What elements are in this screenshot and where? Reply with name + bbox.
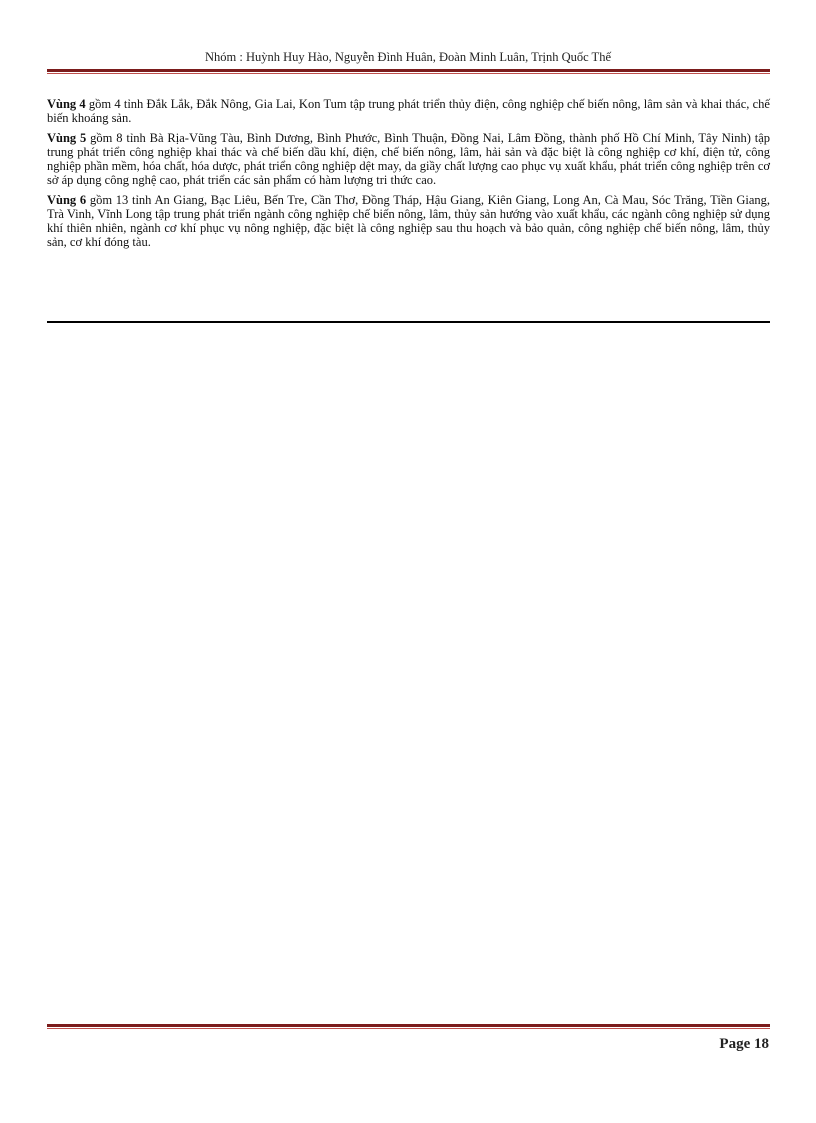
page-number: Page 18: [719, 1036, 769, 1052]
paragraph-lead: Vùng 4: [47, 97, 86, 111]
paragraph-lead: Vùng 5: [47, 131, 87, 145]
paragraph-lead: Vùng 6: [47, 193, 87, 207]
document-body: [47, 97, 770, 255]
paragraph-vung-6: [47, 193, 770, 249]
header-rule: [47, 69, 770, 75]
paragraph-vung-4: [47, 97, 770, 125]
footer-rule: [47, 1024, 770, 1030]
paragraph-text: gồm 4 tỉnh Đắk Lắk, Đắk Nông, Gia Lai, Kon Tum tập trung phát triển thủy điện, công nghiệp chế biến nông, lâm sản và khai thác, chế biến khoáng sản.: [47, 97, 770, 125]
paragraph-vung-5: [47, 131, 770, 187]
section-separator: [47, 321, 770, 323]
paragraph-text: gồm 13 tỉnh An Giang, Bạc Liêu, Bến Tre, Cần Thơ, Đồng Tháp, Hậu Giang, Kiên Giang, Long An, Cà Mau, Sóc Trăng, Tiền Giang, Trà Vinh, Vĩnh Long tập trung phát triển ngành công nghiệp chế biến nông, lâm, thủy sản hướng vào xuất khẩu, các ngành công nghiệp sử dụng khí thiên nhiên, ngành cơ khí phục vụ nông nghiệp, đặc biệt là công nghiệp sau thu hoạch và bảo quản, công nghiệp chế biến nông, lâm, thủy sản, cơ khí đóng tàu.: [47, 193, 770, 249]
page-header-authors: Nhóm : Huỳnh Huy Hào, Nguyễn Đình Huân, Đoàn Minh Luân, Trịnh Quốc Thế: [205, 50, 611, 64]
paragraph-text: gồm 8 tỉnh Bà Rịa-Vũng Tàu, Bình Dương, Bình Phước, Bình Thuận, Đồng Nai, Lâm Đồng, thành phố Hồ Chí Minh, Tây Ninh) tập trung phát triển công nghiệp khai thác và chế biến dầu khí, điện, chế biến nông, lâm, hải sản và đặc biệt là công nghiệp cơ khí, điện tử, công nghiệp phần mềm, hóa chất, hóa dược, phát triển công nghiệp dệt may, da giầy chất lượng cao phục vụ xuất khẩu, phát triển công nghiệp trên cơ sở áp dụng công nghệ cao, phát triển các sản phẩm có hàm lượng tri thức cao.: [47, 131, 770, 187]
